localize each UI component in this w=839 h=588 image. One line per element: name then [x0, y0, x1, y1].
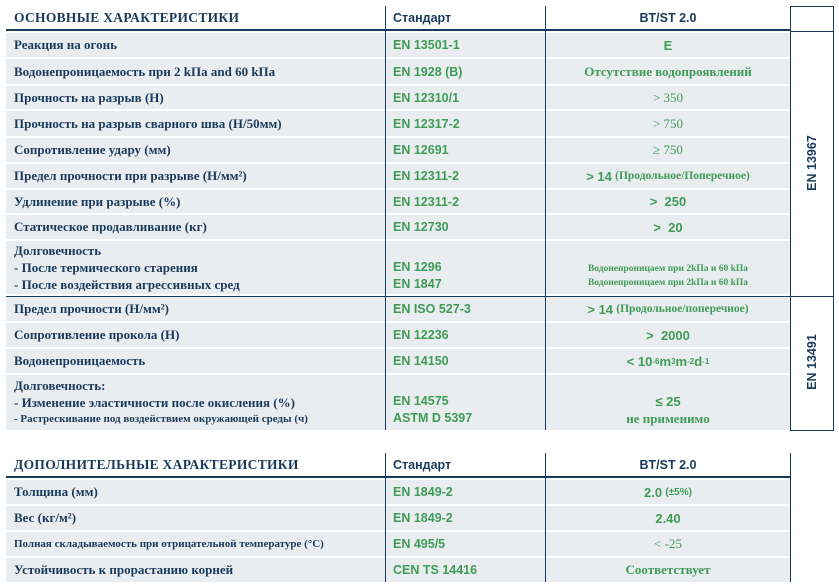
row-standard-1: EN 14575 [393, 394, 449, 408]
row-value [548, 258, 788, 294]
group-label-en13491: EN 13491 [805, 334, 819, 390]
row-standard: EN 495/5 [393, 537, 446, 551]
row-name: Предел прочности при разрыве (H/мм²) [14, 168, 247, 183]
value-note: (Продольное/Поперечное) [615, 170, 750, 182]
divider [790, 6, 791, 430]
divider [790, 453, 791, 582]
main-header-characteristics: ОСНОВНЫЕ ХАРАКТЕРИСТИКИ [14, 9, 240, 25]
divider [790, 430, 834, 431]
row-value: > 350 [652, 89, 684, 105]
row-value: 2.40 [655, 510, 681, 526]
row-name: Толщина (мм) [14, 484, 98, 499]
row-value-2: не применимо [626, 411, 710, 426]
row-name: Сопротивление прокола (H) [14, 327, 180, 342]
value-exp: -6 [652, 356, 660, 366]
row-value-2: Водонепроницаем при 2kПа и 60 kПа [587, 278, 749, 288]
value-note: (Продольное/поперечное) [616, 303, 749, 315]
row-value: Соответствует [625, 562, 711, 577]
divider [790, 31, 834, 32]
row-name: Вес (кг/м²) [14, 510, 77, 525]
row-standard: EN 1849-2 [393, 485, 453, 499]
row-standard-2: ASTM D 5397 [393, 411, 473, 425]
value-main: > 14 [586, 168, 612, 184]
row-name: Водонепроницаемость при 2 kПа and 60 kПа [14, 63, 276, 79]
value-exp: 3 [671, 356, 676, 366]
row-value: Отсутствие водопроявлений [584, 63, 752, 79]
row-name-sub: - Растрескивание под воздействием окружающей среды (ч) [14, 413, 308, 425]
row-name-sub: - Изменение эластичности после окисления (%) [14, 395, 295, 410]
row-standard: EN 14150 [393, 354, 449, 368]
row-standard: EN 12311-2 [393, 169, 460, 183]
row-standard: CEN TS 14416 [393, 563, 478, 577]
extra-header-standard: Стандарт [393, 457, 452, 472]
row-value [548, 480, 788, 504]
row-name: Прочность на разрыв (H) [14, 89, 164, 105]
extra-header-product: BT/ST 2.0 [639, 457, 697, 472]
row-value [548, 349, 788, 373]
row-name [14, 375, 386, 430]
row-name-title: Долговечность: [14, 378, 106, 393]
value-exp: -1 [702, 356, 710, 366]
row-standard: EN 12310/1 [393, 90, 460, 105]
main-header-product: BT/ST 2.0 [639, 10, 697, 25]
row-standard [393, 392, 543, 428]
row-standard: EN 12730 [393, 220, 449, 234]
row-standard-2: EN 1847 [393, 277, 442, 291]
group-label-en13967: EN 13967 [805, 135, 819, 191]
row-name: Предел прочности (H/мм²) [14, 301, 169, 316]
row-standard: EN 13501-1 [393, 38, 460, 52]
row-standard: EN 12317-2 [393, 116, 460, 131]
row-standard: EN 12691 [393, 143, 449, 157]
row-name: Полная складываемость при отрицательной температуре (°C) [14, 538, 324, 550]
row-standard: EN ISO 527-3 [393, 302, 471, 316]
value-part: d [694, 353, 703, 369]
row-standard: EN 1849-2 [393, 511, 453, 525]
row-name: Реакция на огонь [14, 37, 117, 52]
row-name: Водонепроницаемость [14, 353, 146, 368]
value-part: m [659, 353, 672, 369]
row-name: Прочность на разрыв сварного шва (H/50мм) [14, 115, 282, 131]
row-value [548, 392, 788, 428]
row-value: < -25 [654, 536, 682, 551]
row-name: Устойчивость к прорастанию корней [14, 562, 234, 577]
row-name: Статическое продавливание (кг) [14, 219, 207, 234]
extra-header-characteristics: ДОПОЛНИТЕЛЬНЫЕ ХАРАКТЕРИСТИКИ [14, 456, 299, 472]
value-note: (±5%) [665, 486, 692, 498]
row-value: > 750 [652, 115, 684, 131]
row-standard-1: EN 1296 [393, 260, 442, 274]
row-standard: EN 1928 (B) [393, 64, 463, 79]
value-part: m [675, 353, 688, 369]
value-main: 2.0 [644, 484, 663, 500]
value-main: > 14 [587, 301, 614, 317]
row-value: ≥ 750 [653, 142, 683, 157]
row-name-sub: - После воздействия агрессивных сред [14, 277, 240, 292]
row-value-1: Водонепроницаем при 2kПа и 60 kПа [587, 264, 749, 274]
row-name-title: Долговечность [14, 243, 102, 258]
value-part: < 10 [626, 353, 653, 369]
divider [545, 453, 546, 582]
row-standard [393, 258, 543, 294]
row-name: Удлинение при разрыве (%) [14, 193, 181, 209]
row-value: > 2000 [646, 327, 690, 343]
row-value: > 20 [653, 219, 683, 235]
divider [833, 6, 834, 430]
row-value: > 250 [649, 194, 687, 209]
row-standard: EN 12311-2 [393, 194, 460, 209]
row-name: Сопротивление удару (мм) [14, 142, 171, 157]
divider [790, 296, 834, 297]
row-name [14, 241, 386, 294]
row-value-1: ≤ 25 [655, 394, 681, 409]
row-value [548, 297, 788, 321]
row-name-sub: - После термического старения [14, 260, 198, 275]
row-value [548, 164, 788, 188]
divider [790, 6, 834, 7]
row-standard: EN 12236 [393, 328, 449, 342]
divider [545, 6, 546, 430]
main-header-standard: Стандарт [393, 10, 452, 25]
row-value: E [663, 37, 673, 53]
value-exp: -2 [687, 356, 695, 366]
